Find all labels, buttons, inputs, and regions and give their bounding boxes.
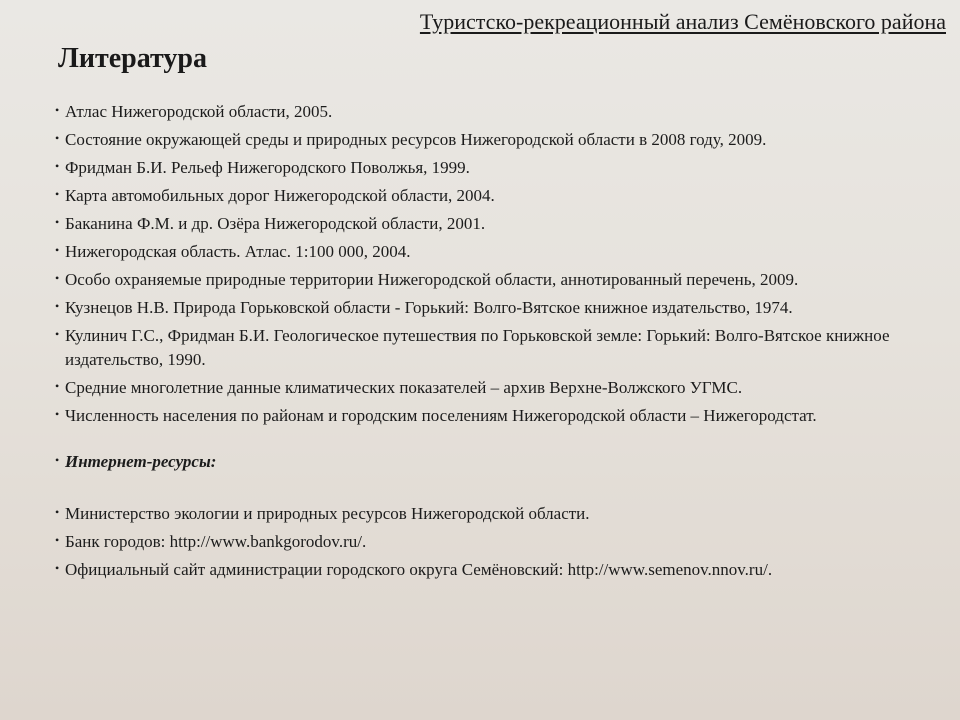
bullet-icon: • <box>55 327 60 341</box>
bullet-icon: • <box>55 561 60 575</box>
bullet-icon: • <box>55 215 60 229</box>
internet-resource-item <box>55 502 950 526</box>
reference-text: Нижегородская область. Атлас. 1:100 000, 2004. <box>65 242 411 261</box>
reference-item <box>55 184 950 208</box>
reference-text: Кулинич Г.С., Фридман Б.И. Геологическое путешествия по Горьковской земле: Горький: Волго-Вятское книжное издательство, 1990. <box>65 326 890 369</box>
reference-item <box>55 212 950 236</box>
reference-item <box>55 240 950 264</box>
reference-item <box>55 296 950 320</box>
reference-item <box>55 268 950 292</box>
reference-item <box>55 156 950 180</box>
reference-text: Кузнецов Н.В. Природа Горьковской области - Горький: Волго-Вятское книжное издательство, 1974. <box>65 298 793 317</box>
reference-text: Особо охраняемые природные территории Нижегородской области, аннотированный перечень, 2009. <box>65 270 799 289</box>
bullet-icon: • <box>55 453 60 467</box>
reference-text: Фридман Б.И. Рельеф Нижегородского Поволжья, 1999. <box>65 158 470 177</box>
internet-resource-item <box>55 558 950 582</box>
bullet-icon: • <box>55 103 60 117</box>
internet-resources-heading <box>55 450 950 474</box>
bullet-icon: • <box>55 243 60 257</box>
presentation-title: Туристско-рекреационный анализ Семёновского района <box>419 9 946 34</box>
internet-resource-text: Банк городов: http://www.bankgorodov.ru/. <box>65 532 367 551</box>
reference-item <box>55 128 950 152</box>
reference-text: Баканина Ф.М. и др. Озёра Нижегородской области, 2001. <box>65 214 486 233</box>
bullet-icon: • <box>55 299 60 313</box>
references-list <box>55 100 950 586</box>
bullet-icon: • <box>55 533 60 547</box>
slide-heading: Литература <box>58 43 207 74</box>
reference-item <box>55 376 950 400</box>
bullet-icon: • <box>55 505 60 519</box>
bullet-icon: • <box>55 187 60 201</box>
reference-text: Состояние окружающей среды и природных ресурсов Нижегородской области в 2008 году, 2009. <box>65 130 767 149</box>
internet-resource-text: Официальный сайт администрации городского округа Семёновский: http://www.semenov.nnov.ru/. <box>65 560 773 579</box>
bullet-icon: • <box>55 271 60 285</box>
reference-item <box>55 100 950 124</box>
reference-text: Атлас Нижегородской области, 2005. <box>65 102 333 121</box>
bullet-icon: • <box>55 131 60 145</box>
reference-text: Численность населения по районам и городским поселениям Нижегородской области – Нижегородстат. <box>65 406 817 425</box>
bullet-icon: • <box>55 407 60 421</box>
bullet-icon: • <box>55 379 60 393</box>
reference-text: Карта автомобильных дорог Нижегородской области, 2004. <box>65 186 495 205</box>
reference-text: Средние многолетние данные климатических показателей – архив Верхне-Волжского УГМС. <box>65 378 743 397</box>
bullet-icon: • <box>55 159 60 173</box>
internet-resource-item <box>55 530 950 554</box>
reference-item <box>55 324 950 372</box>
internet-resources-label: Интернет-ресурсы: <box>65 452 217 471</box>
reference-item <box>55 404 950 428</box>
internet-resource-text: Министерство экологии и природных ресурсов Нижегородской области. <box>65 504 590 523</box>
